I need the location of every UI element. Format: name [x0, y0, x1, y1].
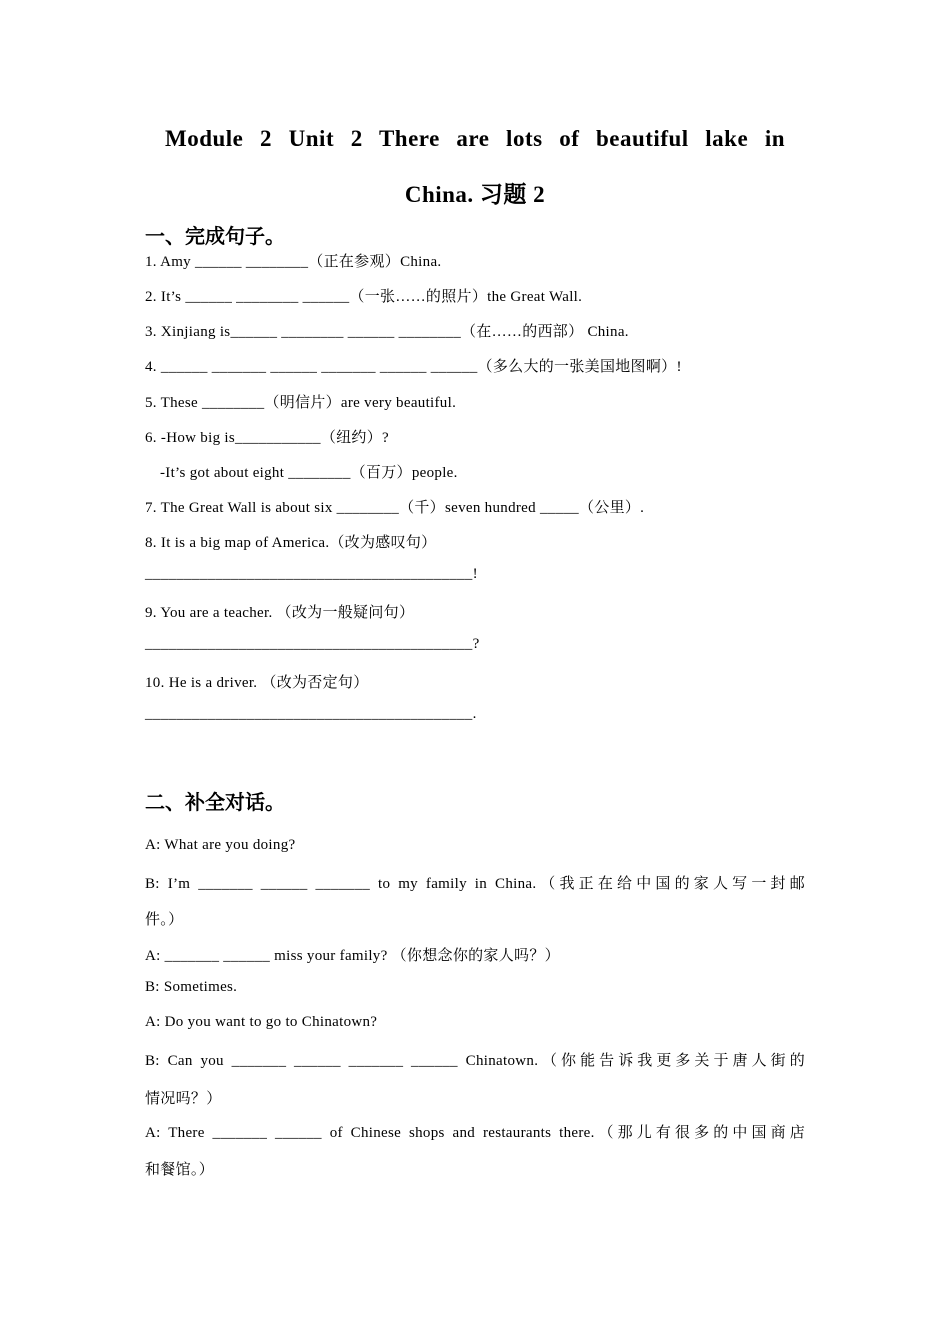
dialogue-line: 情况吗？） [145, 1091, 222, 1107]
title-line-1: Module 2 Unit 2 There are lots of beautiful lake in [165, 126, 785, 151]
dialogue-line: A: _______ ______ miss your family? （你想念你的家人吗？） [145, 948, 560, 964]
exercise-line: 7. The Great Wall is about six ________（千）seven hundred _____（公里）. [145, 500, 645, 516]
section2-heading: 二、补全对话。 [145, 790, 285, 814]
exercise-line: 6. -How big is___________（纽约）? [145, 430, 389, 446]
exercise-line: 3. Xinjiang is______ ________ ______ ________（在……的西部） China. [145, 324, 629, 340]
dialogue-line: B: Can you _______ ______ _______ ______ Chinatown.（你能告诉我更多关于唐人街的 [145, 1053, 805, 1069]
exercise-line: -It’s got about eight ________（百万）people. [160, 465, 458, 481]
title-line-2: China. 习题 2 [404, 182, 546, 207]
exercise-line: 2. It’s ______ ________ ______（一张……的照片）the Great Wall. [145, 289, 583, 305]
exercise-line: 9. You are a teacher. （改为一般疑问句） [145, 605, 415, 621]
exercise-line: 1. Amy ______ ________（正在参观）China. [145, 254, 442, 270]
exercise-line: 10. He is a driver. （改为否定句） [145, 675, 369, 691]
exercise-line: 5. These ________（明信片）are very beautiful. [145, 395, 457, 411]
dialogue-line: 件。） [145, 912, 184, 928]
exercise-line: 8. It is a big map of America.（改为感叹句） [145, 535, 437, 551]
dialogue-line: B: I’m _______ ______ _______ to my family in China.（我正在给中国的家人写一封邮 [145, 876, 805, 892]
dialogue-line: A: What are you doing? [145, 837, 296, 853]
section1-heading: 一、完成句子。 [145, 224, 285, 248]
dialogue-line: A: Do you want to go to Chinatown? [145, 1014, 378, 1030]
answer-line: __________________________________________. [145, 706, 477, 722]
dialogue-line: 和餐馆。） [145, 1162, 215, 1178]
dialogue-line: A: There _______ ______ of Chinese shops and restaurants there.（那儿有很多的中国商店 [145, 1125, 805, 1141]
dialogue-line: B: Sometimes. [145, 979, 238, 995]
exercise-line: 4. ______ _______ ______ _______ ______ ______（多么大的一张美国地图啊）! [145, 359, 682, 375]
answer-line: __________________________________________! [145, 566, 478, 582]
answer-line: __________________________________________? [145, 636, 480, 652]
